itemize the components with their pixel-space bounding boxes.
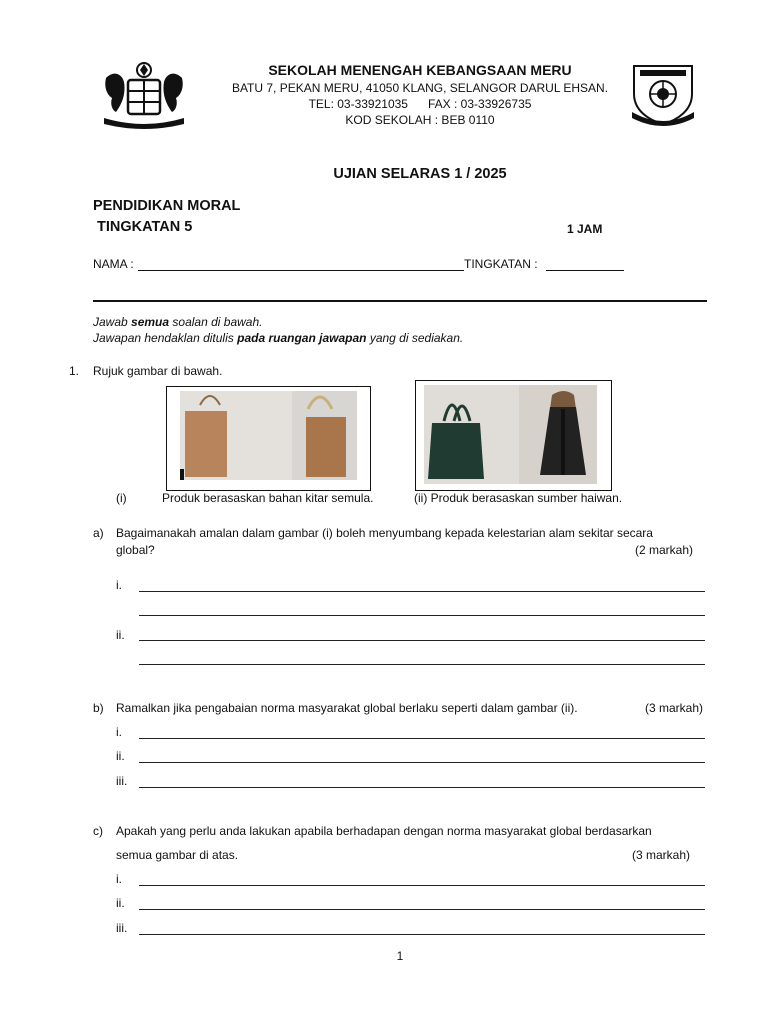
instruction-text: yang di sediakan. [366, 331, 464, 345]
part-c-question: Apakah yang perlu anda lakukan apabila berhadapan dengan norma masyarakat global berdasarkan [116, 824, 652, 838]
caption-number-i: (i) [116, 491, 127, 505]
class-label: TINGKATAN : [464, 257, 538, 271]
instruction-emphasis: pada ruangan jawapan [237, 331, 367, 345]
subject-title: PENDIDIKAN MORAL [93, 198, 241, 214]
answer-label: i. [116, 872, 122, 886]
answer-line[interactable] [139, 909, 705, 910]
instruction-text: soalan di bawah. [169, 315, 263, 329]
instruction-line-1 [93, 315, 262, 329]
school-name: SEKOLAH MENENGAH KEBANGSAAN MERU [268, 62, 572, 78]
form-level: TINGKATAN 5 [97, 219, 193, 235]
answer-label: ii. [116, 896, 125, 910]
answer-label: iii. [116, 921, 128, 935]
answer-label: iii. [116, 774, 128, 788]
part-c-question-cont: semua gambar di atas. [116, 848, 239, 862]
image-frame-recycled-products [166, 386, 371, 491]
header-divider [93, 300, 707, 302]
answer-line[interactable] [139, 738, 705, 739]
exam-duration: 1 JAM [567, 222, 603, 236]
answer-line[interactable] [139, 664, 705, 665]
answer-line[interactable] [139, 615, 705, 616]
instruction-line-2 [93, 331, 463, 345]
image-frame-animal-products [415, 380, 612, 491]
answer-label: ii. [116, 749, 125, 763]
school-code: KOD SEKOLAH : BEB 0110 [345, 113, 495, 127]
part-c-label: c) [93, 824, 103, 838]
part-a-question: Bagaimanakah amalan dalam gambar (i) boleh menyumbang kepada kelestarian alam sekitar secara [116, 526, 653, 540]
caption-recycled: Produk berasaskan bahan kitar semula. [162, 491, 374, 505]
part-b-marks: (3 markah) [645, 701, 704, 715]
name-label: NAMA : [93, 257, 134, 271]
part-b-question: Ramalkan jika pengabaian norma masyarakat global berlaku seperti dalam gambar (ii). [116, 701, 578, 715]
part-a-label: a) [93, 526, 104, 540]
instruction-text: Jawapan hendaklan ditulis [93, 331, 238, 345]
school-address: BATU 7, PEKAN MERU, 41050 KLANG, SELANGOR DARUL EHSAN. [231, 81, 609, 95]
part-a-marks: (2 markah) [635, 543, 694, 557]
part-c-marks: (3 markah) [632, 848, 691, 862]
contact-line [160, 97, 680, 111]
answer-line[interactable] [139, 885, 705, 886]
part-a-question-cont: global? [116, 543, 155, 557]
answer-label: i. [116, 725, 122, 739]
answer-line[interactable] [139, 591, 705, 592]
page-number: 1 [396, 949, 404, 963]
answer-line[interactable] [139, 640, 705, 641]
class-field[interactable] [546, 270, 624, 271]
answer-label: i. [116, 578, 122, 592]
question-text: Rujuk gambar di bawah. [93, 364, 223, 378]
part-b-label: b) [93, 701, 104, 715]
instruction-text: Jawab [93, 315, 132, 329]
school-crest-logo [628, 60, 698, 126]
answer-label: ii. [116, 628, 125, 642]
answer-line[interactable] [139, 787, 705, 788]
instruction-emphasis: semua [131, 315, 170, 329]
answer-line[interactable] [139, 762, 705, 763]
fax-number: FAX : 03-33926735 [428, 97, 532, 111]
photo-recycled-bags [180, 391, 357, 480]
phone-number: TEL: 03-33921035 [308, 97, 408, 111]
exam-title: UJIAN SELARAS 1 / 2025 [333, 166, 507, 182]
photo-animal-products [424, 385, 597, 484]
caption-animal: (ii) Produk berasaskan sumber haiwan. [414, 491, 623, 505]
question-number: 1. [69, 364, 80, 378]
name-field[interactable] [138, 270, 464, 271]
answer-line[interactable] [139, 934, 705, 935]
